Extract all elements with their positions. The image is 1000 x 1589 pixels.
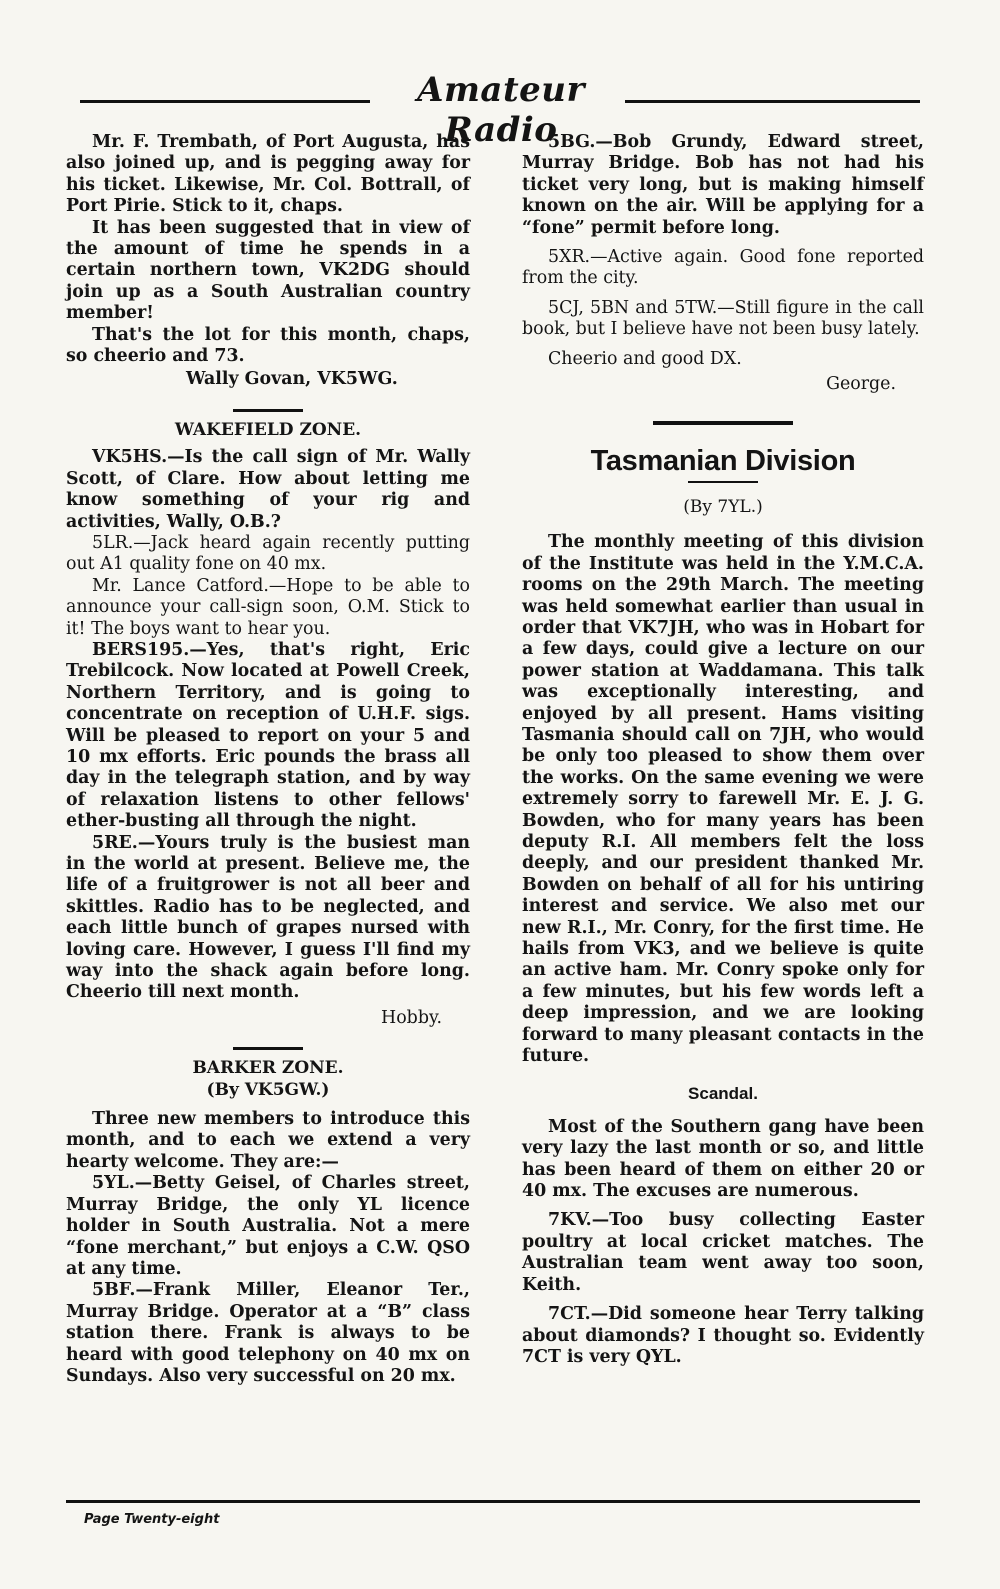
masthead (80, 70, 920, 150)
tasmanian-byline: (By 7YL.) (683, 496, 763, 517)
paragraph-trembath: Mr. F. Trembath, of Port Augusta, has also joined up, and is pegging away for his ticket. Likewise, Mr. Col. Bottrall, of Port Pirie. Stick to it, chaps. (66, 132, 470, 217)
footer-rule (66, 1500, 920, 1503)
paragraph-vk2dg: It has been suggested that in view of the amount of time he spends in a certain northern town, VK2DG should join up as a South Australian country member! (66, 217, 470, 324)
paragraph-cheerio: Cheerio and good DX. (548, 348, 742, 369)
paragraph-southern-gang: Most of the Southern gang have been very lazy the last month or so, and little has been heard of them on either 20 or 40 mx. The excuses are numerous. (522, 1116, 924, 1202)
magazine-title: Amateur Radio (417, 70, 585, 150)
paragraph-7ct: 7CT.—Did someone hear Terry talking about diamonds? I thought so. Evidently 7CT is very QYL. (522, 1304, 924, 1367)
paragraph-5yl: 5YL.—Betty Geisel, of Charles street, Murray Bridge, the only YL licence holder in South Australia. Not a mere “fone merchant,” but enjoys a C.W. QSO at any time. (66, 1173, 470, 1279)
section-divider-long (653, 421, 793, 425)
paragraph-5lr: 5LR.—Jack heard again recently putting out A1 quality fone on 40 mx. (66, 532, 470, 575)
masthead-rule-left (80, 100, 370, 103)
left-column (66, 132, 470, 1387)
paragraph-lance-catford: Mr. Lance Catford.—Hope to be able to announce your call-sign soon, O.M. Stick to it! The boys want to hear you. (66, 575, 470, 639)
section-divider (233, 409, 303, 412)
paragraph-5xr: 5XR.—Active again. Good fone reported from the city. (522, 247, 924, 289)
wakefield-zone-heading: WAKEFIELD ZONE. (174, 419, 362, 440)
tasmanian-division-heading: Tasmanian Division (590, 445, 856, 478)
paragraph-monthly-meeting: The monthly meeting of this division of the Institute was held in the Y.M.C.A. rooms on the 29th March. The meeting was held somewhat earlier than usual in order that VK7JH, who was in Hobart for a few days, could give a lecture on our power station at Waddamana. This talk was exceptionally interesting, and enjoyed by all present. Hams visiting Tasmania should call on 7JH, who would be only too pleased to show them over the works. On the same evening we were extremely sorry to farewell Mr. E. J. G. Bowden, who for many years has been deputy R.I. All members felt the loss deeply, and our president thanked Mr. Bowden on behalf of all for his untiring interest and service. We also met our new R.I., Mr. Conry, for the first time. He hails from VK3, and we believe is quite an active ham. Mr. Conry spoke only for a few minutes, but his few words left a deep impression, and we are looking forward to many pleasant contacts in the future. (522, 532, 924, 1067)
page-number: Page Twenty-eight (84, 1512, 220, 1527)
signature-wally-govan: Wally Govan, VK5WG. (186, 369, 398, 390)
masthead-rule-right (625, 100, 920, 103)
right-column (522, 132, 924, 1368)
paragraph-vk5hs: VK5HS.—Is the call sign of Mr. Wally Scott, of Clare. How about letting me know something of your rig and activities, Wally, O.B.? (66, 447, 470, 532)
paragraph-5bg: 5BG.—Bob Grundy, Edward street, Murray Bridge. Bob has not had his ticket very long, but is making himself known on the air. Will be applying for a “fone” permit before long. (522, 132, 924, 238)
section-divider (233, 1047, 303, 1050)
paragraph-bers195: BERS195.—Yes, that's right, Eric Trebilcock. Now located at Powell Creek, Northern Territory, and is going to concentrate on reception of U.H.F. sigs. Will be pleased to report on your 5 and 10 mx efforts. Eric pounds the brass all day in the telegraph station, and by way of relaxation listens to other fellows' ether-busting all through the night. (66, 639, 470, 832)
heading-underline (688, 481, 758, 483)
paragraph-5cj: 5CJ, 5BN and 5TW.—Still figure in the call book, but I believe have not been busy lately. (522, 297, 924, 340)
paragraph-5bf: 5BF.—Frank Miller, Eleanor Ter., Murray Bridge. Operator at a “B” class station there. Frank is always to be heard with good telephony on 40 mx on Sundays. Also very successful on 20 mx. (66, 1280, 470, 1386)
scandal-heading: Scandal. (688, 1084, 758, 1104)
paragraph-7kv: 7KV.—Too busy collecting Easter poultry at local cricket matches. The Australian team went away too soon, Keith. (522, 1210, 924, 1295)
signature-hobby: Hobby. (381, 1007, 442, 1028)
paragraph-5re: 5RE.—Yours truly is the busiest man in the world at present. Believe me, the life of a fruitgrower is not all beer and skittles. Radio has to be neglected, and each little bunch of grapes nursed with loving care. However, I guess I'll find my way into the shack again before long. Cheerio till next month. (66, 832, 470, 1003)
paragraph-new-members: Three new members to introduce this month, and to each we extend a very hearty welcome. They are:— (66, 1109, 470, 1172)
barker-zone-heading: BARKER ZONE. (192, 1058, 344, 1079)
barker-zone-byline: (By VK5GW.) (206, 1079, 330, 1100)
paragraph-lot-for-month: That's the lot for this month, chaps, so cheerio and 73. (66, 324, 470, 367)
signature-george: George. (826, 374, 896, 395)
